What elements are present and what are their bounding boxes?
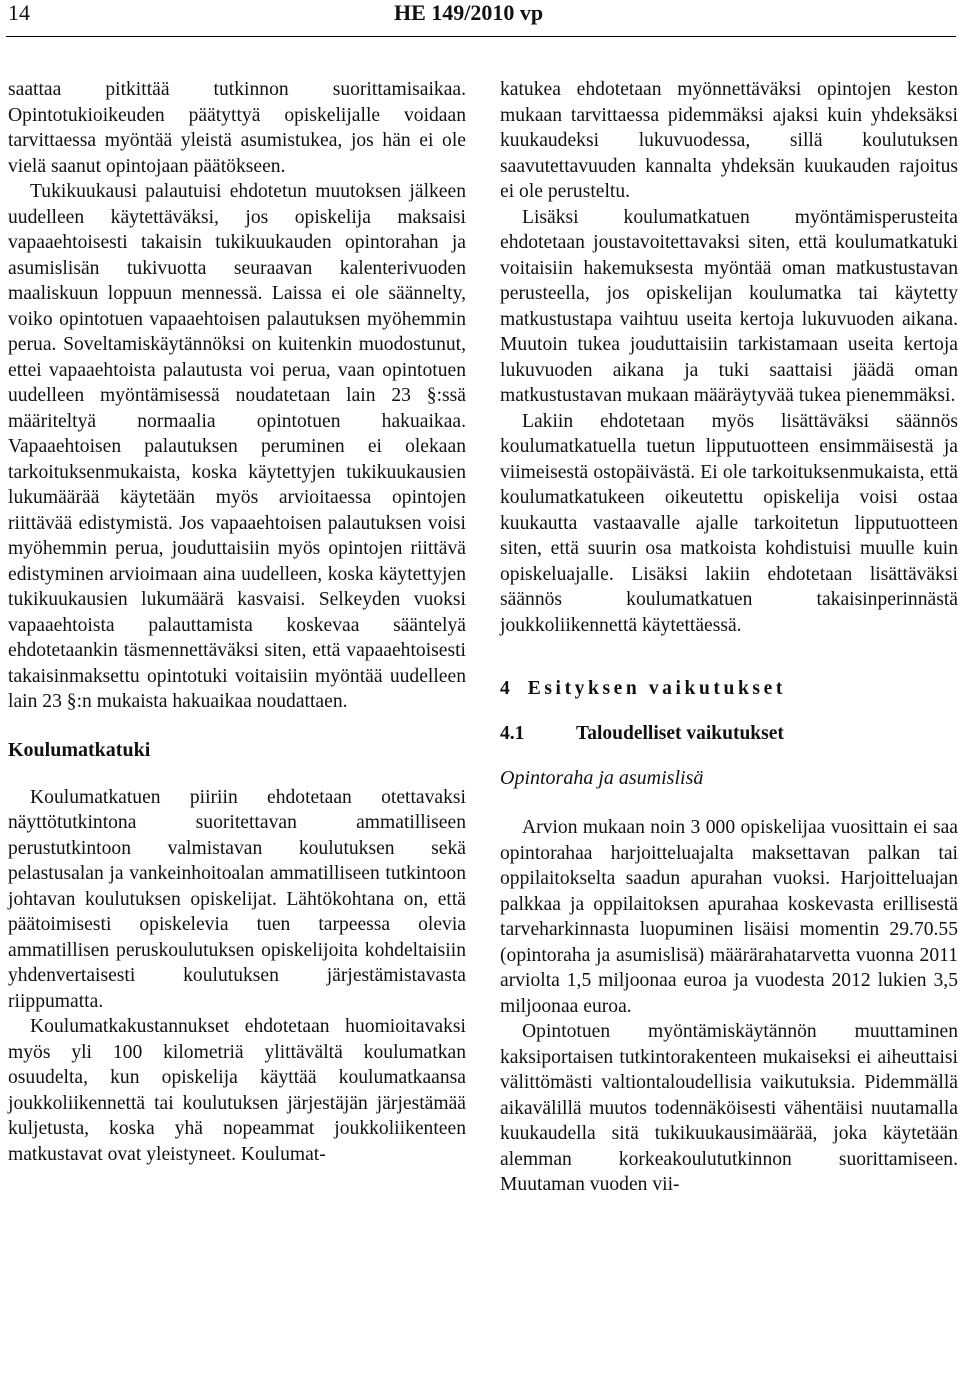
paragraph: Koulumatkatuen piiriin ehdotetaan otettavaksi näyttötutkintona suoritettavan ammatilliseen perustutkintoon valmistavan koulutuksen sekä pelastusalan ja vankeinhoitoalan ammatilliseen tutkintoon johtavan koulutuksen opiskelijat. Lähtökohtana on, että päätoimisesti opiskelevia tuen tarpeessa olevia ammatillisen peruskoulutuksen opiskelijoita kohdeltaisiin yhdenvertaisesti koulutuksen järjestämistavasta riippumatta. [8,786,466,1012]
paragraph: Opintotuen myöntämiskäytännön muuttaminen kaksiportaisen tutkintorakenteen mukaiseksi ei aiheuttaisi välittömästi valtiontaloudellisia vaikutuksia. Pidemmällä aikavälillä muutos todennäköisesti vähentäisi nuutamalla kuukaudella sitä tukikuukausimäärää, joka käytetään alemman korkeakoulututkinnon suorittamiseen. Muutaman vuoden vii- [500,1021,958,1195]
subsection-heading [500,721,958,746]
paragraph: Lisäksi koulumatkatuen myöntämisperusteita ehdotetaan joustavoitettavaksi siten, että koulumatkatuki voitaisiin hakemuksesta myöntää oman matkustustavan perusteella, jos opiskelijan koulumatka tai käytetty matkustustapa vaihtuu useita kertoja lukuvuoden aikana. Muutoin tukea jouduttaisiin tarkistamaan useita kertoja lukuvuoden aikana ja tuki saattaisi jäädä oman matkustustavan mukaan määräytyvää tukea pienemmäksi. [500,206,958,406]
header-divider [6,36,956,37]
section-number: 4 [500,678,510,699]
page-header [0,0,960,40]
italic-subheading: Opintoraha ja asumislisä [500,767,704,789]
subsection-number: 4.1 [500,723,525,744]
page-number: 14 [8,0,30,25]
paragraph: Tukikuukausi palautuisi ehdotetun muutoksen jälkeen uudelleen käytettäväksi, jos opiskelija maksaisi vapaaehtoisesti takaisin tukikuukauden opintorahan ja asumislisän tukivuotta seuraavan kalenterivuoden maaliskuun loppuun mennessä. Laissa ei ole säännelty, voiko opintotuen vapaaehtoisen palautuksen myöhemmin perua. Soveltamiskäytännöksi on kuitenkin muodostunut, ettei vapaaehtoista palautusta voi perua, vaan opintotuen uudelleen myöntämisessä noudatetaan lain 23 §:ssä määriteltyä normaalia opintotuen hakuaikaa. Vapaaehtoisen palautuksen peruminen ei olekaan tarkoituksenmukaista, koska käytettyjen tukikuukausien lukumäärää käytetään myös arvioitaessa opintojen riittävää edistymistä. Jos vapaaehtoisen palautuksen voisi myöhemmin perua, jouduttaisiin myös opintojen riittävä edistyminen arvioimaan aina uudelleen, koska käytettyjen tukikuukausien lukumäärä kasvaisi. Selkeyden vuoksi vapaaehtoista palauttamista koskevaa sääntelyä ehdotetaankin täsmennettäväksi siten, että vapaaehtoisesti takaisinmaksettu opintotuki voitaisiin myöntää uudelleen lain 23 §:n mukaista hakuaikaa noudattaen. [8,181,466,712]
subheading-koulumatkatuki: Koulumatkatuki [8,738,151,761]
paragraph: Lakiin ehdotetaan myös lisättäväksi säännös koulumatkatuella tuetun lipputuotteen ensimmäisestä ja viimeisestä ostopäivästä. Ei ole tarkoituksenmukaista, että koulumatkatukeen oikeutettu opiskelija voisi ostaa kuukautta vastaavalle ajalle tarkoitetun lipputuotteen siten, että suurin osa matkoista kohdistuisi muulle kuin opiskeluajalle. Lisäksi lakiin ehdotetaan lisättäväksi säännös koulumatkatuen takaisinperinnästä joukkoliikennettä käytettäessä. [500,410,958,636]
left-column [8,77,466,1167]
paragraph: saattaa pitkittää tutkinnon suorittamisaikaa. Opintotukioikeuden päätyttyä opiskelijalle voidaan tarvittaessa myöntää yleistä asumistukea, jos hän ei ole vielä saanut opintojaan päätökseen. [8,79,466,177]
paragraph: Arvion mukaan noin 3 000 opiskelijaa vuosittain ei saa opintorahaa harjoitteluajalta maksettavan palkan tai oppilaitokselta saadun apurahan vuoksi. Harjoitteluajan palkkaa ja oppilaitoksen apurahaa koskevasta erillisestä tarveharkinnasta luopuminen lisäisi momentin 29.70.55 (opintoraha ja asumislisä) määrärahatarvetta vuonna 2011 arviolta 1,5 miljoonaa euroa ja vuodesta 2012 lukien 3,5 miljoonaa euroa. [500,817,958,1017]
subsection-title: Taloudelliset vaikutukset [576,723,784,744]
paragraph: Koulumatkakustannukset ehdotetaan huomioitavaksi myös yli 100 kilometriä ylittävältä koulumatkan osuudelta, kun opiskelija käyttää koulumatkaansa joukkoliikennettä tai koulutuksen järjestäjän järjestämää kuljetusta, koska yhä nopeammat joukkoliikenteen matkustavat ovat yleistyneet. Koulumat- [8,1016,466,1165]
section-heading [500,676,958,701]
document-id: HE 149/2010 vp [394,0,544,25]
paragraph: katukea ehdotetaan myönnettäväksi opintojen keston mukaan tarvittaessa pidemmäksi ajaksi kuin yhdeksäksi kuukaudeksi lukuvuodessa, sillä koulutuksen saavutettavuuden kannalta yhdeksän kuukauden rajoitus ei ole perusteltu. [500,79,958,202]
section-title: Esityksen vaikutukset [527,678,786,699]
right-column [500,77,958,1198]
